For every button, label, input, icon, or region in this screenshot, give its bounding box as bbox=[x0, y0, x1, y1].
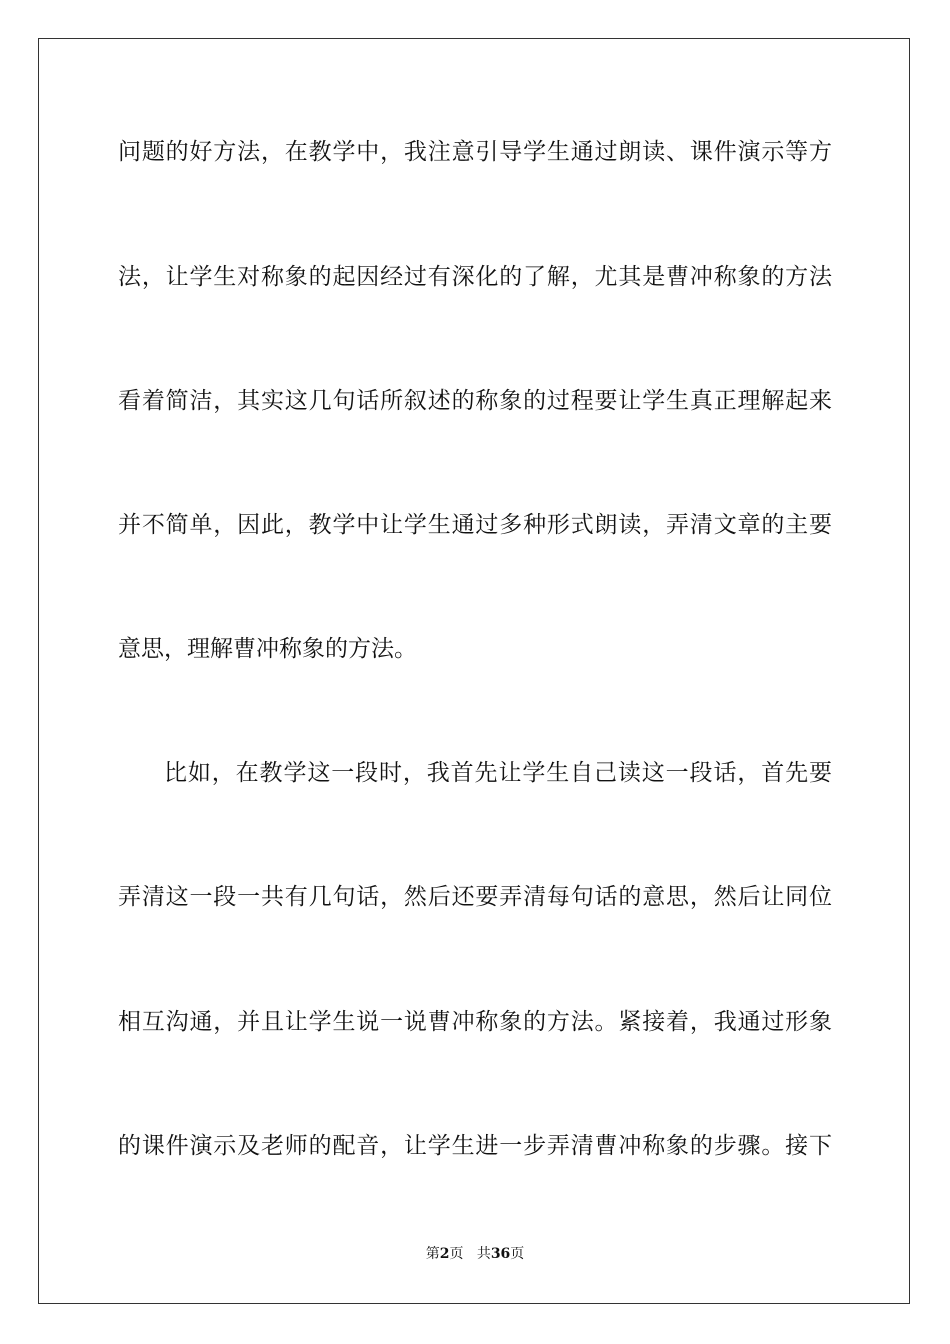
paragraph-line: 并不简单，因此，教学中让学生通过多种形式朗读，弄清文章的主要 bbox=[118, 512, 832, 538]
total-pages-number: 36 bbox=[490, 1246, 511, 1262]
paragraph-line: 法，让学生对称象的起因经过有深化的了解，尤其是曹冲称象的方法 bbox=[118, 264, 832, 290]
current-page-number: 2 bbox=[439, 1246, 450, 1262]
paragraph-line: 的课件演示及老师的配音，让学生进一步弄清曹冲称象的步骤。接下 bbox=[118, 1133, 832, 1159]
paragraph-line: 相互沟通，并且让学生说一说曹冲称象的方法。紧接着，我通过形象 bbox=[118, 1009, 832, 1035]
page-label-suffix: 页 bbox=[449, 1246, 464, 1262]
page-border bbox=[38, 38, 910, 1304]
page-label-prefix: 第 bbox=[425, 1246, 440, 1262]
paragraph-line: 问题的好方法，在教学中，我注意引导学生通过朗读、课件演示等方 bbox=[118, 139, 832, 165]
paragraph-line: 意思，理解曹冲称象的方法。 bbox=[118, 636, 417, 662]
paragraph-line: 弄清这一段一共有几句话，然后还要弄清每句话的意思，然后让同位 bbox=[118, 884, 832, 910]
page-footer bbox=[0, 1245, 950, 1263]
total-label-suffix: 页 bbox=[510, 1246, 525, 1262]
paragraph-line: 比如，在教学这一段时，我首先让学生自己读这一段话，首先要 bbox=[164, 760, 832, 786]
paragraph-line: 看着简洁，其实这几句话所叙述的称象的过程要让学生真正理解起来 bbox=[118, 388, 832, 414]
total-label-prefix: 共 bbox=[476, 1246, 491, 1262]
